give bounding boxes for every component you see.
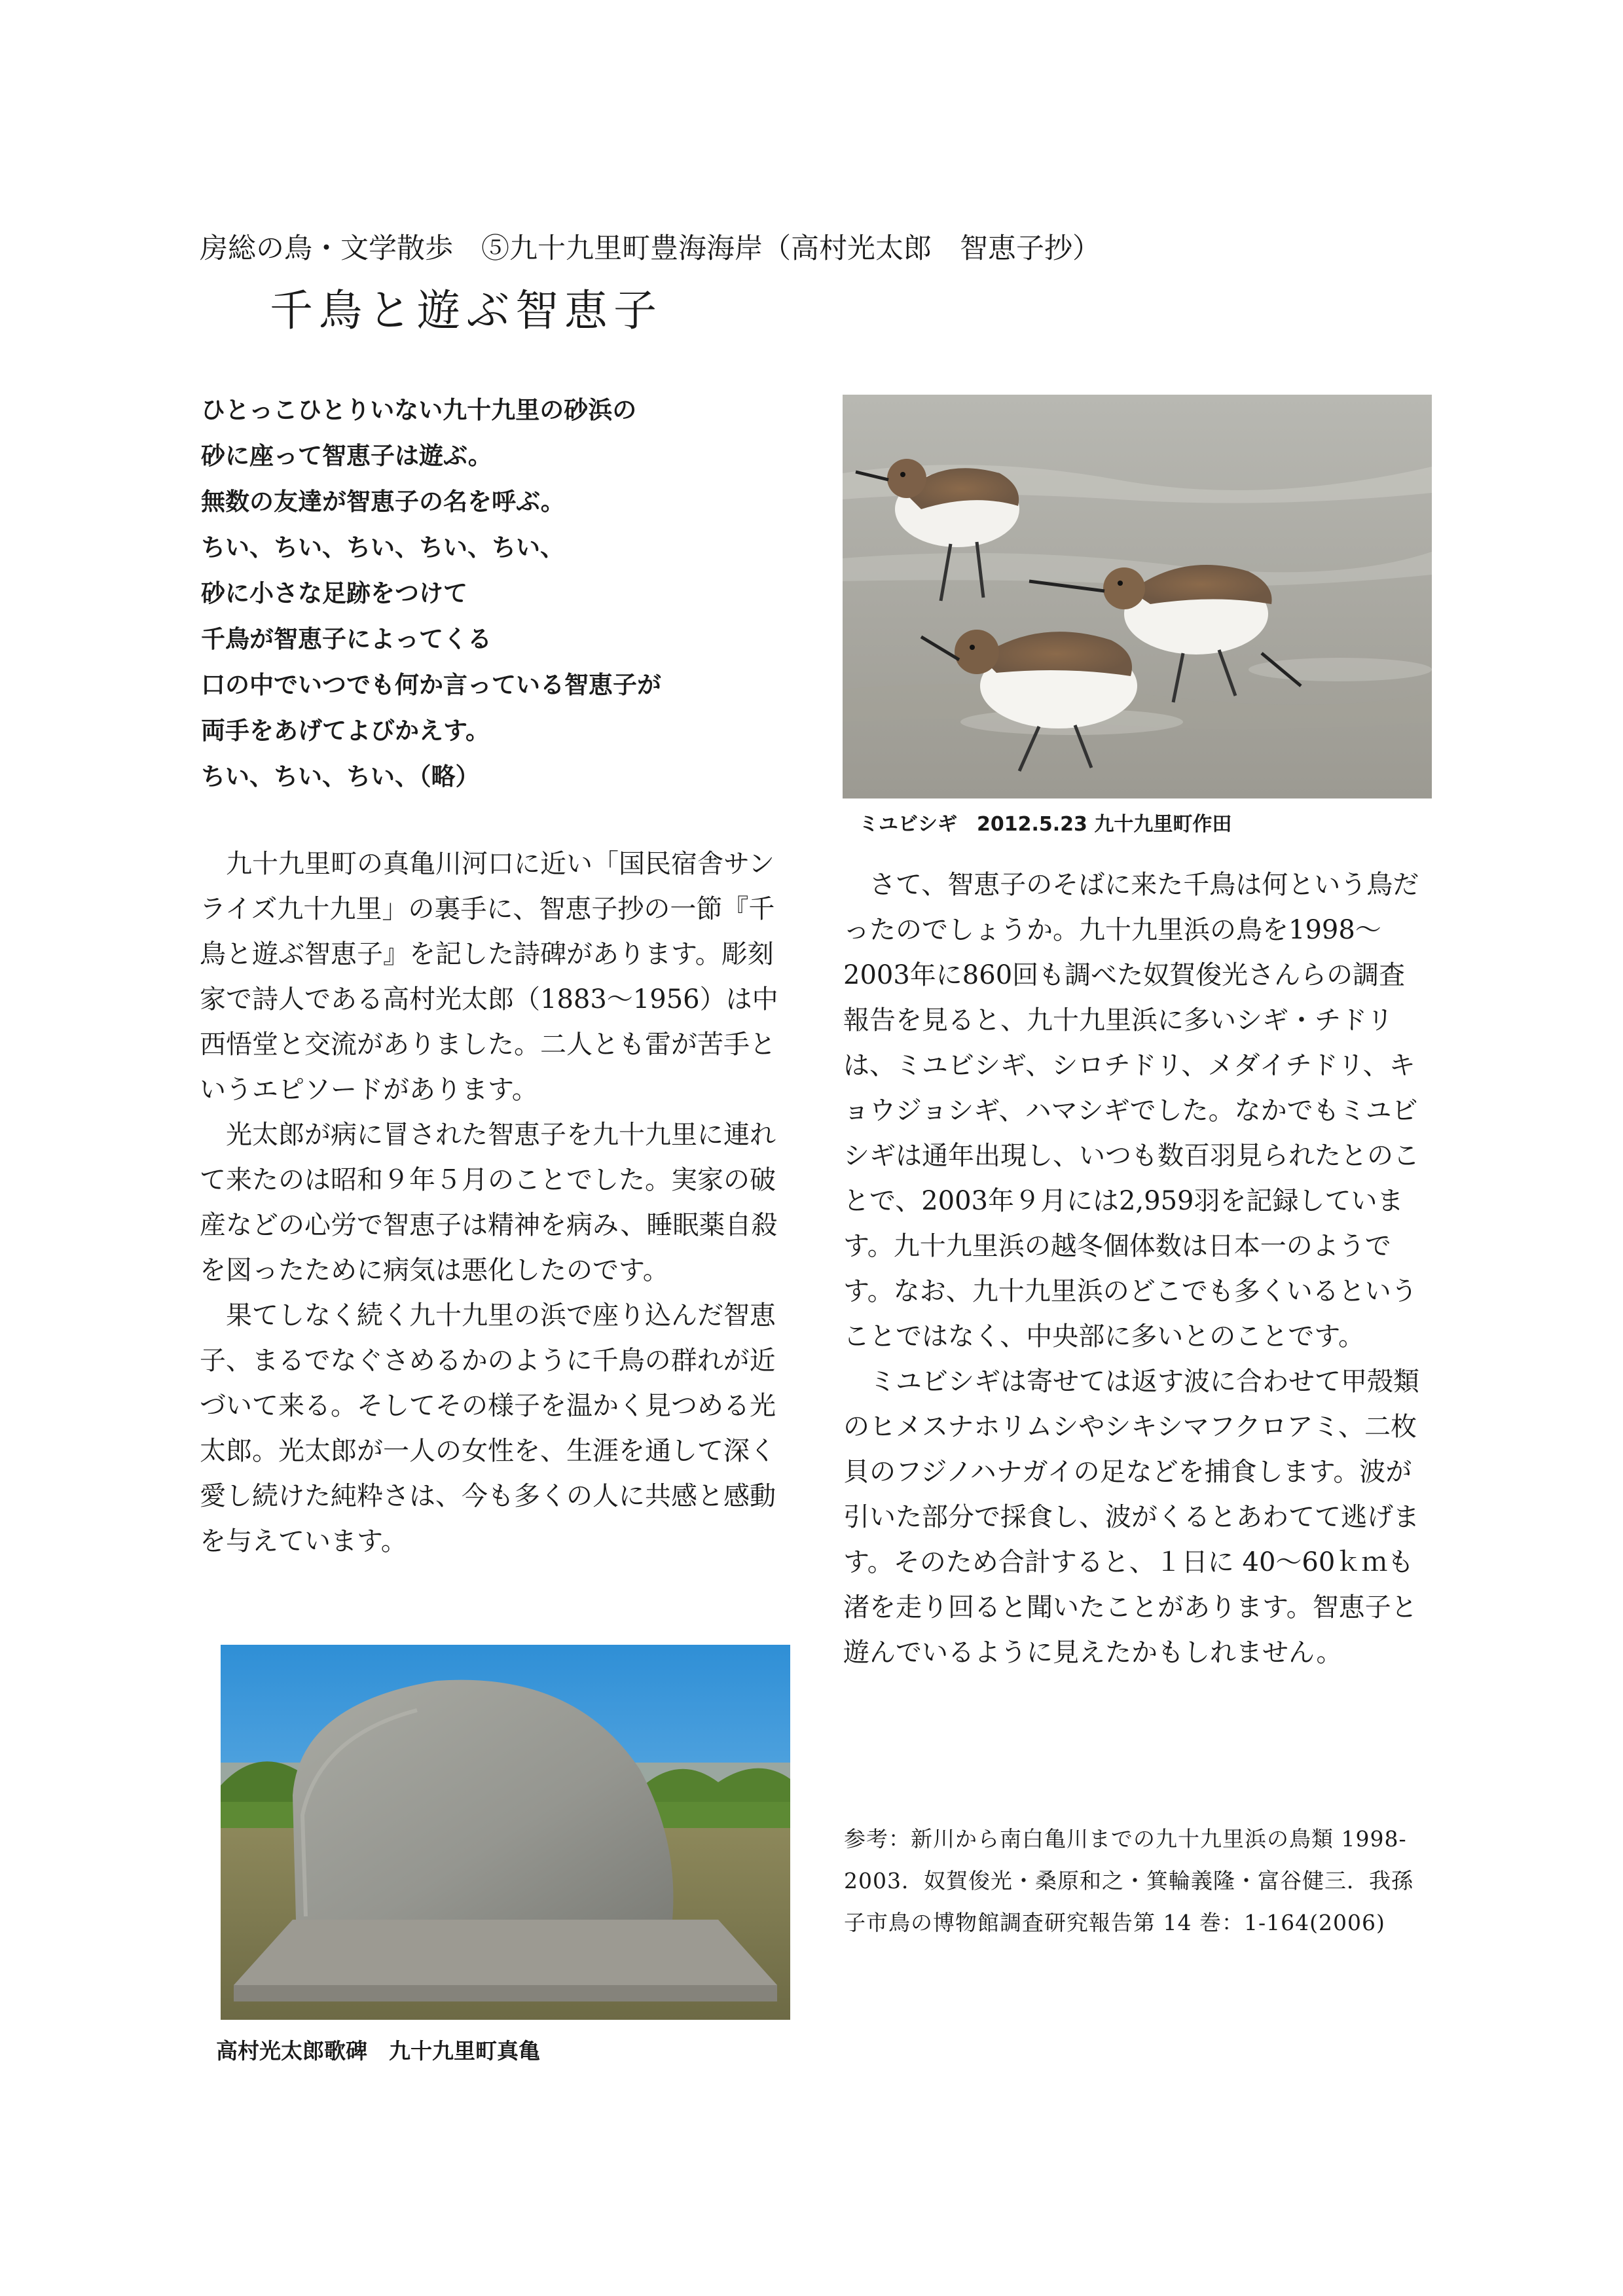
body-paragraph: さて、智恵子のそばに来た千鳥は何という鳥だったのでしょうか。九十九里浜の鳥を1998～2003年に860回も調べた奴賀俊光さんらの調査報告を見ると、九十九里浜に多いシギ・チドリは、ミユビシギ、シロチドリ、メダイチドリ、キョウジョシギ、ハマシギでした。なかでもミユビシギは通年出現し、いつも数百羽見られたとのことで、2003年９月には2,959羽を記録しています。九十九里浜の越冬個体数は日本一のようです。なお、九十九里浜のどこでも多くいるということではなく、中央部に多いとのことです。 [843,870,1419,1352]
series-header: 房総の鳥・文学散歩 ⑤九十九里町豊海海岸（高村光太郎 智恵子抄） [200,232,1101,265]
right-column-text [843,863,1430,1676]
poem-monument-photo [221,1645,790,2020]
poem-monument-photo-image [221,1645,790,2020]
monument-caption: 高村光太郎歌碑 九十九里町真亀 [216,2038,540,2064]
poem-line: 無数の友達が智恵子の名を呼ぶ。 [201,488,565,516]
poem-line: 千鳥が智恵子によってくる [201,625,492,653]
poem-line: ちい、ちい、ちい、ちい、ちい、 [201,533,564,562]
poem-line: 両手をあげてよびかえす。 [201,717,490,745]
poem-line: ひとっこひとりいない九十九里の砂浜の [201,396,637,424]
poem-line: 口の中でいつでも何か言っている智恵子が [201,671,661,699]
body-paragraph: 九十九里町の真亀川河口に近い「国民宿舎サンライズ九十九里」の裏手に、智恵子抄の一節『千鳥と遊ぶ智恵子』を記した詩碑があります。彫刻家で詩人である高村光太郎（1883～1956）は中西悟堂と交流がありました。二人とも雷が苦手というエピソードがあります。 [200,849,778,1105]
poem-line: ちい、ちい、ちい、（略） [201,762,480,791]
left-column-text [200,842,786,1564]
page-title: 千鳥と遊ぶ智恵子 [270,285,663,336]
body-paragraph: 果てしなく続く九十九里の浜で座り込んだ智恵子、まるでなぐさめるかのように千鳥の群れが近づいて来る。そしてその様子を温かく見つめる光太郎。光太郎が一人の女性を、生涯を通して深く愛し続けた純粋さは、今も多くの人に共感と感動を与えています。 [200,1300,776,1556]
poem-line: 砂に小さな足跡をつけて [201,579,467,607]
sanderling-caption: ミユビシギ 2012.5.23 九十九里町作田 [859,813,1232,836]
reference-note: 参考：新川から南白亀川までの九十九里浜の鳥類 1998-2003．奴賀俊光・桑原和之・箕輪義隆・富谷健三．我孫子市鳥の博物館調査研究報告第 14 巻：1-164(2006) [844,1826,1413,1935]
poem-line: 砂に座って智恵子は遊ぶ。 [201,442,492,470]
body-paragraph: ミユビシギは寄せては返す波に合わせて甲殻類のヒメスナホリムシやシキシマフクロアミ、二枚貝のフジノハナガイの足などを捕食します。波が引いた部分で採食し、波がくるとあわてて逃げます。そのため合計すると、１日に 40～60ｋｍも渚を走り回ると聞いたことがあります。智恵子と遊んでいるように見えたかもしれません。 [843,1367,1419,1668]
sanderling-photo-image [843,395,1432,798]
poem-excerpt [201,387,830,800]
sanderling-photo [843,395,1432,798]
body-paragraph: 光太郎が病に冒された智恵子を九十九里に連れて来たのは昭和９年５月のことでした。実家の破産などの心労で智恵子は精神を病み、睡眠薬自殺を図ったために病気は悪化したのです。 [200,1120,778,1285]
